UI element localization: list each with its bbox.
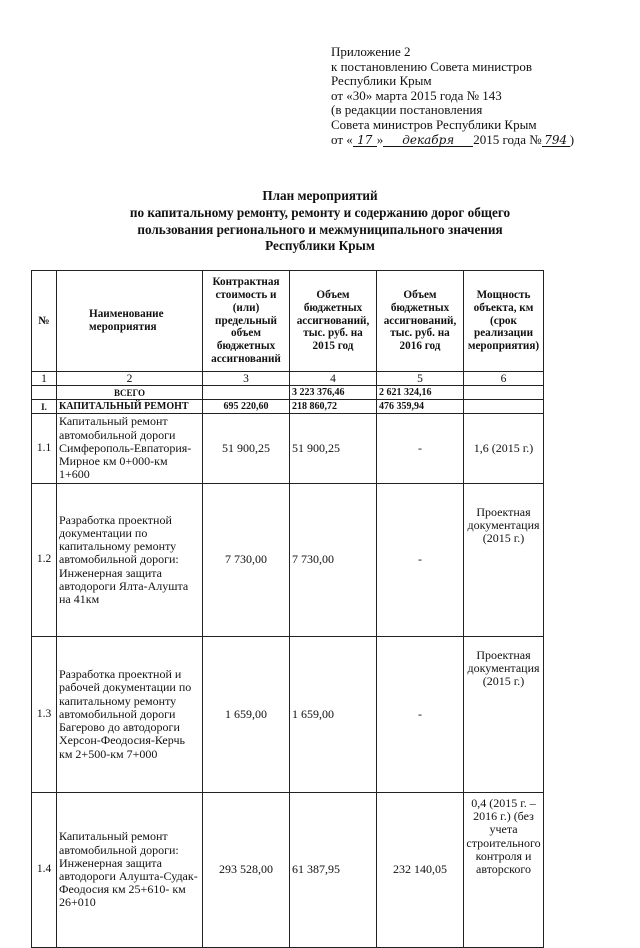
row-funds-2015: 1 659,00 xyxy=(290,637,377,793)
row-contract: 1 659,00 xyxy=(203,637,290,793)
plan-table xyxy=(31,270,544,948)
total-capacity-cell xyxy=(464,386,544,400)
title-line: пользования регионального и межмуниципального значения xyxy=(137,221,503,237)
appendix-line: Приложение 2 xyxy=(331,44,411,59)
date-suffix: ) xyxy=(569,131,575,147)
table-row xyxy=(32,793,544,948)
row-funds-2015: 61 387,95 xyxy=(290,793,377,948)
column-number: 4 xyxy=(290,372,377,386)
row-num: 1.2 xyxy=(32,484,57,637)
section-funds-2016: 476 359,94 xyxy=(377,400,464,414)
header-funds-2016: Объем бюджетных ассигнований, тыс. руб. на 2016 год xyxy=(377,271,464,372)
row-name: Капитальный ремонт автомобильной дороги: Инженерная защита автодороги Алушта-Судак-Феодосия км 25+610- км 26+010 xyxy=(57,793,203,948)
row-funds-2016: - xyxy=(377,484,464,637)
handwritten-month: декабря xyxy=(383,134,473,147)
total-row xyxy=(32,386,544,400)
row-capacity: 0,4 (2015 г. – 2016 г.) (без учета строительного контроля и авторского xyxy=(464,793,544,948)
column-number: 5 xyxy=(377,372,464,386)
column-number: 2 xyxy=(57,372,203,386)
total-label: ВСЕГО xyxy=(57,386,203,400)
row-num: 1.4 xyxy=(32,793,57,948)
row-name: Разработка проектной и рабочей документации по капитальному ремонту автомобильной дороги Багерово до автодороги Херсон-Феодосия-Керчь км 2+500-км 7+000 xyxy=(57,637,203,793)
title-line: План мероприятий xyxy=(262,188,378,203)
total-funds-2016: 2 621 324,16 xyxy=(377,386,464,400)
row-name: Разработка проектной документации по капитальному ремонту автомобильной дороги: Инженерная защита автодороги Ялта-Алушта на 41км xyxy=(57,484,203,637)
table-header-row xyxy=(32,271,544,372)
date-prefix: от « xyxy=(331,131,353,147)
row-funds-2016: - xyxy=(377,637,464,793)
section-funds-2015: 218 860,72 xyxy=(290,400,377,414)
row-contract: 7 730,00 xyxy=(203,484,290,637)
row-name: Капитальный ремонт автомобильной дороги Симферополь-Евпатория-Мирное км 0+000-км 1+600 xyxy=(57,414,203,484)
appendix-line: Республики Крым xyxy=(331,73,432,89)
row-contract: 51 900,25 xyxy=(203,414,290,484)
column-number: 3 xyxy=(203,372,290,386)
header-funds-2015: Объем бюджетных ассигнований, тыс. руб. на 2015 год xyxy=(290,271,377,372)
section-label: КАПИТАЛЬНЫЙ РЕМОНТ xyxy=(57,400,203,414)
column-number-row xyxy=(32,372,544,386)
row-funds-2015: 51 900,25 xyxy=(290,414,377,484)
appendix-line: от «30» марта 2015 года № 143 xyxy=(331,87,502,103)
row-contract: 293 528,00 xyxy=(203,793,290,948)
appendix-line: (в редакции постановления xyxy=(331,102,483,118)
row-capacity: Проектная документация (2015 г.) xyxy=(464,484,544,637)
table-row xyxy=(32,637,544,793)
appendix-block xyxy=(331,45,574,147)
total-funds-2015: 3 223 376,46 xyxy=(290,386,377,400)
section-num: I. xyxy=(32,400,57,414)
title-line: по капитальному ремонту, ремонту и содержанию дорог общего xyxy=(129,204,511,220)
row-num: 1.3 xyxy=(32,637,57,793)
section-row xyxy=(32,400,544,414)
row-funds-2016: - xyxy=(377,414,464,484)
document-title xyxy=(40,188,600,255)
column-number: 1 xyxy=(32,372,57,386)
row-funds-2016: 232 140,05 xyxy=(377,793,464,948)
total-num-cell xyxy=(32,386,57,400)
handwritten-number: 794 xyxy=(542,134,570,147)
table-row xyxy=(32,484,544,637)
row-funds-2015: 7 730,00 xyxy=(290,484,377,637)
total-contract-cell xyxy=(203,386,290,400)
row-capacity: 1,6 (2015 г.) xyxy=(464,414,544,484)
handwritten-day: 17 xyxy=(353,134,377,147)
header-contract: Контрактная стоимость и (или) предельный объем бюджетных ассигнований xyxy=(203,271,290,372)
header-num: № xyxy=(32,271,57,372)
column-number: 6 xyxy=(464,372,544,386)
appendix-line: к постановлению Совета министров xyxy=(331,58,532,74)
title-line: Республики Крым xyxy=(265,238,375,254)
header-name: Наименование мероприятия xyxy=(57,271,203,372)
section-capacity-cell xyxy=(464,400,544,414)
appendix-date-line xyxy=(331,133,574,148)
row-capacity: Проектная документация (2015 г.) xyxy=(464,637,544,793)
table-row xyxy=(32,414,544,484)
appendix-line: Совета министров Республики Крым xyxy=(331,116,537,132)
row-num: 1.1 xyxy=(32,414,57,484)
date-year: 2015 года № xyxy=(473,131,542,147)
section-contract: 695 220,60 xyxy=(203,400,290,414)
date-quote: » xyxy=(376,131,384,147)
header-capacity: Мощность объекта, км (срок реализации мероприятия) xyxy=(464,271,544,372)
